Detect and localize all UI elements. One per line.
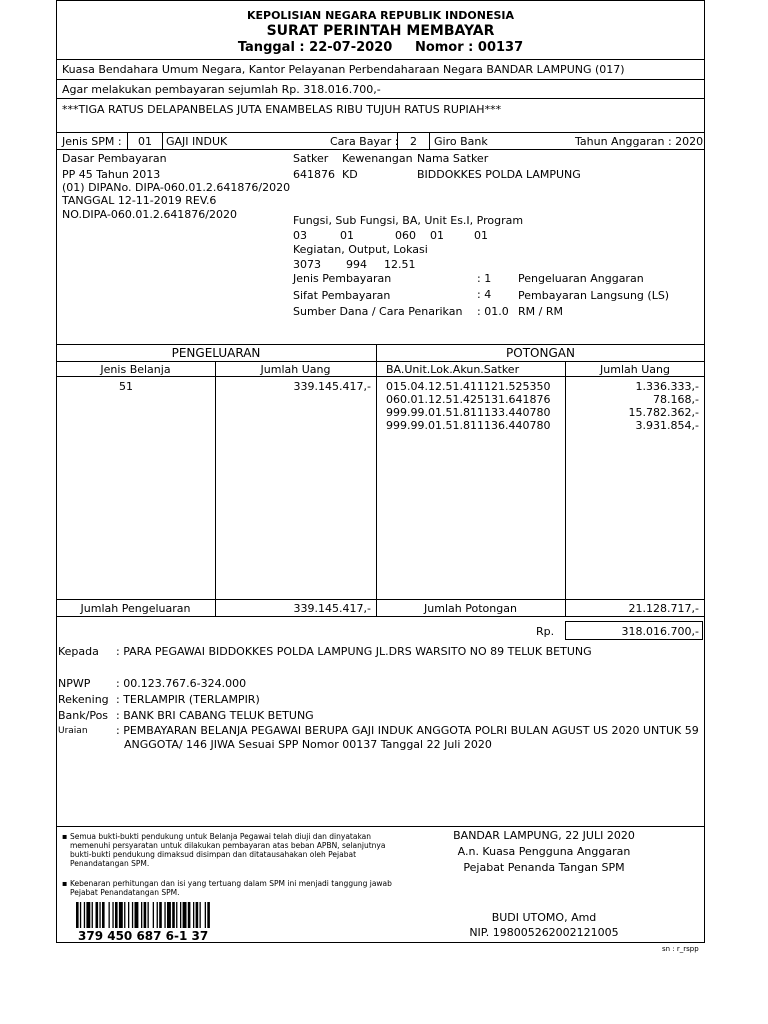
divider [56, 79, 705, 80]
divider [215, 361, 216, 616]
uraian-value: ANGGOTA/ 146 JIWA Sesuai SPP Nomor 00137 Tanggal 22 Juli 2020 [124, 738, 492, 751]
table-cell-akun: 999.99.01.51.811136.440780 [386, 419, 551, 432]
jenis-spm-code: 01 [138, 135, 152, 148]
barcode-bar [188, 902, 191, 928]
npwp-value: : 00.123.767.6-324.000 [116, 677, 247, 690]
barcode-bar [196, 902, 199, 928]
kegiatan-value: 994 [346, 258, 367, 271]
barcode-bar [102, 902, 105, 928]
signatory-title: Pejabat Penanda Tangan SPM [463, 861, 625, 874]
barcode-bar [164, 902, 165, 928]
barcode-bar [128, 902, 129, 928]
barcode-bar [96, 902, 99, 928]
doc-title: SURAT PERINTAH MEMBAYAR [266, 23, 495, 39]
barcode-bar [183, 902, 187, 928]
fungsi-value: 01 [430, 229, 444, 242]
barcode-bar [132, 902, 133, 928]
divider [429, 132, 430, 149]
rekening-value: : TERLAMPIR (TERLAMPIR) [116, 693, 260, 706]
divider [56, 376, 705, 377]
rp-label: Rp. [536, 625, 555, 638]
barcode-bar [115, 902, 118, 928]
bank-value: : BANK BRI CABANG TELUK BETUNG [116, 709, 314, 722]
col-akun: BA.Unit.Lok.Akun.Satker [386, 363, 520, 376]
jenis-pembayaran-desc: Pengeluaran Anggaran [518, 272, 644, 285]
table-cell-jumlah: 339.145.417,- [293, 380, 371, 393]
barcode-bar [193, 902, 194, 928]
table-cell-potongan: 1.336.333,- [635, 380, 699, 393]
total-pengeluaran-value: 339.145.417,- [293, 602, 371, 615]
fungsi-value: 03 [293, 229, 307, 242]
dasar-line: (01) DIPANo. DIPA-060.01.2.641876/2020 [62, 181, 291, 194]
barcode-number: 379 450 687 6-1 37 [78, 929, 209, 943]
kewenangan-header: Kewenangan [342, 152, 413, 165]
sifat-pembayaran-desc: Pembayaran Langsung (LS) [518, 289, 670, 302]
barcode-bar [200, 902, 201, 928]
footer-note: ▪ Kebenaran perhitungan dan isi yang tertuang dalam SPM ini menjadi tanggung jawab Pejabat Penandatangan SPM. [70, 879, 400, 897]
doc-number: Nomor : 00137 [414, 40, 524, 55]
kuasa-line: Kuasa Bendahara Umum Negara, Kantor Pelayanan Perbendaharaan Negara BANDAR LAMPUNG (017) [62, 63, 625, 76]
bank-label: Bank/Pos [58, 709, 109, 722]
kegiatan-value: 12.51 [384, 258, 416, 271]
divider [397, 132, 398, 149]
kepada-label: Kepada [58, 645, 99, 658]
npwp-label: NPWP [58, 677, 91, 690]
divider [162, 132, 163, 149]
uraian-value: : PEMBAYARAN BELANJA PEGAWAI BERUPA GAJI INDUK ANGGOTA POLRI BULAN AGUST US 2020 UNTUK 59 [116, 724, 699, 737]
kegiatan-label: Kegiatan, Output, Lokasi [293, 243, 428, 256]
divider [56, 599, 705, 600]
sumber-dana-desc: RM / RM [518, 305, 563, 318]
divider [56, 132, 705, 133]
jenis-spm-name: GAJI INDUK [166, 135, 228, 148]
divider [56, 361, 705, 362]
satker-header: Satker [293, 152, 329, 165]
amount-in-words: ***TIGA RATUS DELAPANBELAS JUTA ENAMBELAS RIBU TUJUH RATUS RUPIAH*** [62, 103, 502, 116]
table-cell-potongan: 15.782.362,- [628, 406, 699, 419]
dasar-label: Dasar Pembayaran [62, 152, 167, 165]
table-cell-potongan: 78.168,- [653, 393, 699, 406]
divider [127, 132, 128, 149]
barcode-bar [86, 902, 90, 928]
col-jumlah-uang-potongan: Jumlah Uang [600, 363, 670, 376]
barcode-bar [159, 902, 162, 928]
barcode-bar [180, 902, 181, 928]
barcode-bar [153, 902, 154, 928]
jenis-pembayaran-code: : 1 [477, 272, 492, 285]
satker-code: 641876 [293, 168, 335, 181]
place-date: BANDAR LAMPUNG, 22 JULI 2020 [453, 829, 635, 842]
barcode-bar [112, 902, 113, 928]
uraian-label: Uraian [58, 726, 88, 736]
sifat-pembayaran-code: : 4 [477, 288, 492, 301]
divider [56, 59, 705, 60]
barcode-bar [124, 902, 125, 928]
barcode-bar [109, 902, 110, 928]
barcode-bar [144, 902, 147, 928]
divider [56, 826, 705, 827]
barcode-bar [207, 902, 210, 928]
cara-bayar-label: Cara Bayar : [330, 135, 399, 148]
barcode-bar [119, 902, 123, 928]
total-potongan-label: Jumlah Potongan [424, 602, 517, 615]
dasar-line: TANGGAL 12-11-2019 REV.6 [62, 194, 217, 207]
serial-note: sn : r_rspp [662, 945, 699, 953]
barcode-bar [99, 902, 100, 928]
net-amount: 318.016.700,- [621, 625, 699, 638]
table-cell-akun: 015.04.12.51.411121.525350 [386, 380, 551, 393]
barcode-bar [157, 902, 158, 928]
barcode-bar [148, 902, 149, 928]
total-pengeluaran-label: Jumlah Pengeluaran [80, 602, 191, 615]
col-jumlah-uang: Jumlah Uang [260, 363, 331, 376]
table-cell-jenis: 51 [119, 380, 133, 393]
signatory-an: A.n. Kuasa Pengguna Anggaran [457, 845, 631, 858]
divider [56, 149, 705, 150]
barcode-bar [76, 902, 79, 928]
table-cell-potongan: 3.931.854,- [635, 419, 699, 432]
date-number-line [56, 40, 705, 56]
divider [56, 98, 705, 99]
barcode-bar [84, 902, 85, 928]
table-cell-akun: 999.99.01.51.811133.440780 [386, 406, 551, 419]
tahun-anggaran: Tahun Anggaran : 2020 [575, 135, 704, 148]
dasar-line: PP 45 Tahun 2013 [62, 168, 161, 181]
barcode-bar [176, 902, 177, 928]
barcode-bar [167, 902, 171, 928]
fungsi-label: Fungsi, Sub Fungsi, BA, Unit Es.I, Program [293, 214, 524, 227]
pengeluaran-title: PENGELUARAN [171, 346, 261, 360]
divider [56, 616, 705, 617]
fungsi-value: 01 [340, 229, 354, 242]
barcode-bar [172, 902, 175, 928]
nama-satker-value: BIDDOKKES POLDA LAMPUNG [417, 168, 581, 181]
nama-satker-header: Nama Satker [417, 152, 489, 165]
cara-bayar-name: Giro Bank [434, 135, 488, 148]
barcode-bar [92, 902, 93, 928]
kewenangan-value: KD [342, 168, 358, 181]
kepada-value: : PARA PEGAWAI BIDDOKKES POLDA LAMPUNG JL.DRS WARSITO NO 89 TELUK BETUNG [116, 645, 592, 658]
table-cell-akun: 060.01.12.51.425131.641876 [386, 393, 551, 406]
org-name: KEPOLISIAN NEGARA REPUBLIK INDONESIA [246, 9, 515, 22]
dasar-line: NO.DIPA-060.01.2.641876/2020 [62, 208, 238, 221]
footer-note: ▪ Semua bukti-bukti pendukung untuk Belanja Pegawai telah diuji dan dinyatakan memenuhi persyaratan untuk dilakukan pembayaran atas beban APBN, selanjutnya bukti-bukti pendukung dimaksud disimpan dan ditatausahakan oleh Pejabat Penandatangan SPM. [70, 832, 400, 868]
divider [376, 344, 377, 616]
kegiatan-value: 3073 [293, 258, 321, 271]
potongan-title: POTONGAN [506, 346, 575, 360]
sifat-pembayaran-label: Sifat Pembayaran [293, 289, 391, 302]
total-potongan-value: 21.128.717,- [628, 602, 699, 615]
col-jenis-belanja: Jenis Belanja [100, 363, 171, 376]
cara-bayar-code: 2 [410, 135, 417, 148]
amount-line: Agar melakukan pembayaran sejumlah Rp. 318.016.700,- [62, 83, 381, 96]
fungsi-value: 01 [474, 229, 488, 242]
fungsi-value: 060 [395, 229, 416, 242]
barcode-image [76, 902, 256, 928]
sumber-dana-label: Sumber Dana / Cara Penarikan [293, 305, 463, 318]
jenis-spm-label: Jenis SPM : [62, 135, 122, 148]
rekening-label: Rekening [58, 693, 109, 706]
barcode-bar [135, 902, 139, 928]
barcode-bar [141, 902, 142, 928]
barcode-bar [205, 902, 206, 928]
signer-nip: NIP. 198005262002121005 [469, 926, 619, 939]
signer-name: BUDI UTOMO, Amd [491, 911, 597, 924]
barcode-bar [80, 902, 81, 928]
doc-date: Tanggal : 22-07-2020 [237, 40, 393, 55]
jenis-pembayaran-label: Jenis Pembayaran [293, 272, 392, 285]
sumber-dana-code: : 01.0 [477, 305, 509, 318]
divider [56, 344, 705, 345]
